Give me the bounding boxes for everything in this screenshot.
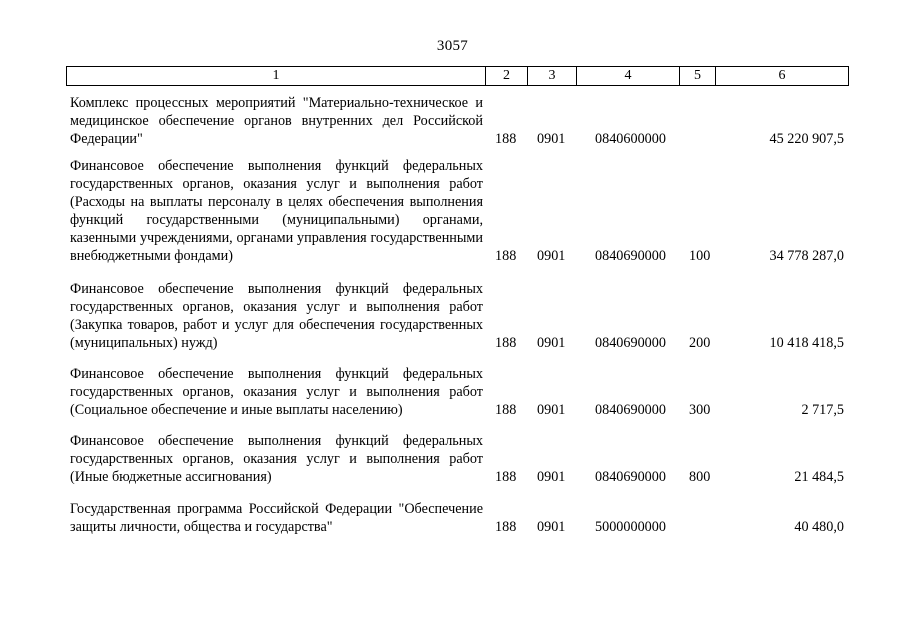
row-target-code: 0840690000	[595, 469, 666, 485]
row-ministry-code: 188	[495, 519, 517, 535]
row-target-code: 0840600000	[595, 131, 666, 147]
row-section-code: 0901	[537, 469, 566, 485]
row-ministry-code: 188	[495, 131, 517, 147]
column-header-1: 1	[67, 67, 486, 86]
row-description: Финансовое обеспечение выполнения функций федеральных государственных органов, оказания услуг и выполнения работ (Расходы на выплаты персоналу в целях обеспечения выполнения функций государственными (муниципальными) органами, казенными учреждениями, органами управления государственными внебюджетными фондами)	[70, 158, 483, 264]
page-number: 3057	[436, 38, 469, 54]
row-amount: 10 418 418,5	[769, 335, 844, 351]
row-expense-type: 300	[689, 402, 711, 418]
table-row	[70, 500, 850, 536]
row-section-code: 0901	[537, 402, 566, 418]
column-header-5: 5	[680, 67, 716, 86]
row-target-code: 5000000000	[595, 519, 666, 535]
row-amount: 45 220 907,5	[769, 131, 844, 147]
row-ministry-code: 188	[495, 469, 517, 485]
table-row	[70, 365, 850, 419]
row-expense-type: 800	[689, 469, 711, 485]
row-description: Финансовое обеспечение выполнения функций федеральных государственных органов, оказания услуг и выполнения работ (Социальное обеспечение и иные выплаты населению)	[70, 366, 483, 418]
row-description: Финансовое обеспечение выполнения функций федеральных государственных органов, оказания услуг и выполнения работ (Закупка товаров, работ и услуг для обеспечения государственных (муниципальных) нужд)	[70, 281, 483, 351]
column-header-3: 3	[528, 67, 577, 86]
column-header-2: 2	[486, 67, 528, 86]
row-target-code: 0840690000	[595, 335, 666, 351]
row-section-code: 0901	[537, 131, 566, 147]
row-section-code: 0901	[537, 519, 566, 535]
row-section-code: 0901	[537, 248, 566, 264]
row-target-code: 0840690000	[595, 248, 666, 264]
row-amount: 2 717,5	[801, 402, 844, 418]
row-expense-type: 100	[689, 248, 711, 264]
table-row	[70, 280, 850, 352]
table-row	[70, 157, 850, 265]
row-ministry-code: 188	[495, 248, 517, 264]
row-description: Комплекс процессных мероприятий "Материально-техническое и медицинское обеспечение органов внутренних дел Российской Федерации"	[70, 95, 483, 147]
row-amount: 40 480,0	[794, 519, 844, 535]
column-header-6: 6	[716, 67, 849, 86]
row-expense-type: 200	[689, 335, 711, 351]
row-section-code: 0901	[537, 335, 566, 351]
row-amount: 34 778 287,0	[769, 248, 844, 264]
column-header-4: 4	[577, 67, 680, 86]
row-description: Финансовое обеспечение выполнения функций федеральных государственных органов, оказания услуг и выполнения работ (Иные бюджетные ассигнования)	[70, 433, 483, 485]
table-row	[70, 432, 850, 486]
row-description: Государственная программа Российской Федерации "Обеспечение защиты личности, общества и государства"	[70, 501, 483, 535]
row-ministry-code: 188	[495, 335, 517, 351]
row-ministry-code: 188	[495, 402, 517, 418]
table-row	[70, 94, 850, 148]
row-amount: 21 484,5	[794, 469, 844, 485]
row-target-code: 0840690000	[595, 402, 666, 418]
